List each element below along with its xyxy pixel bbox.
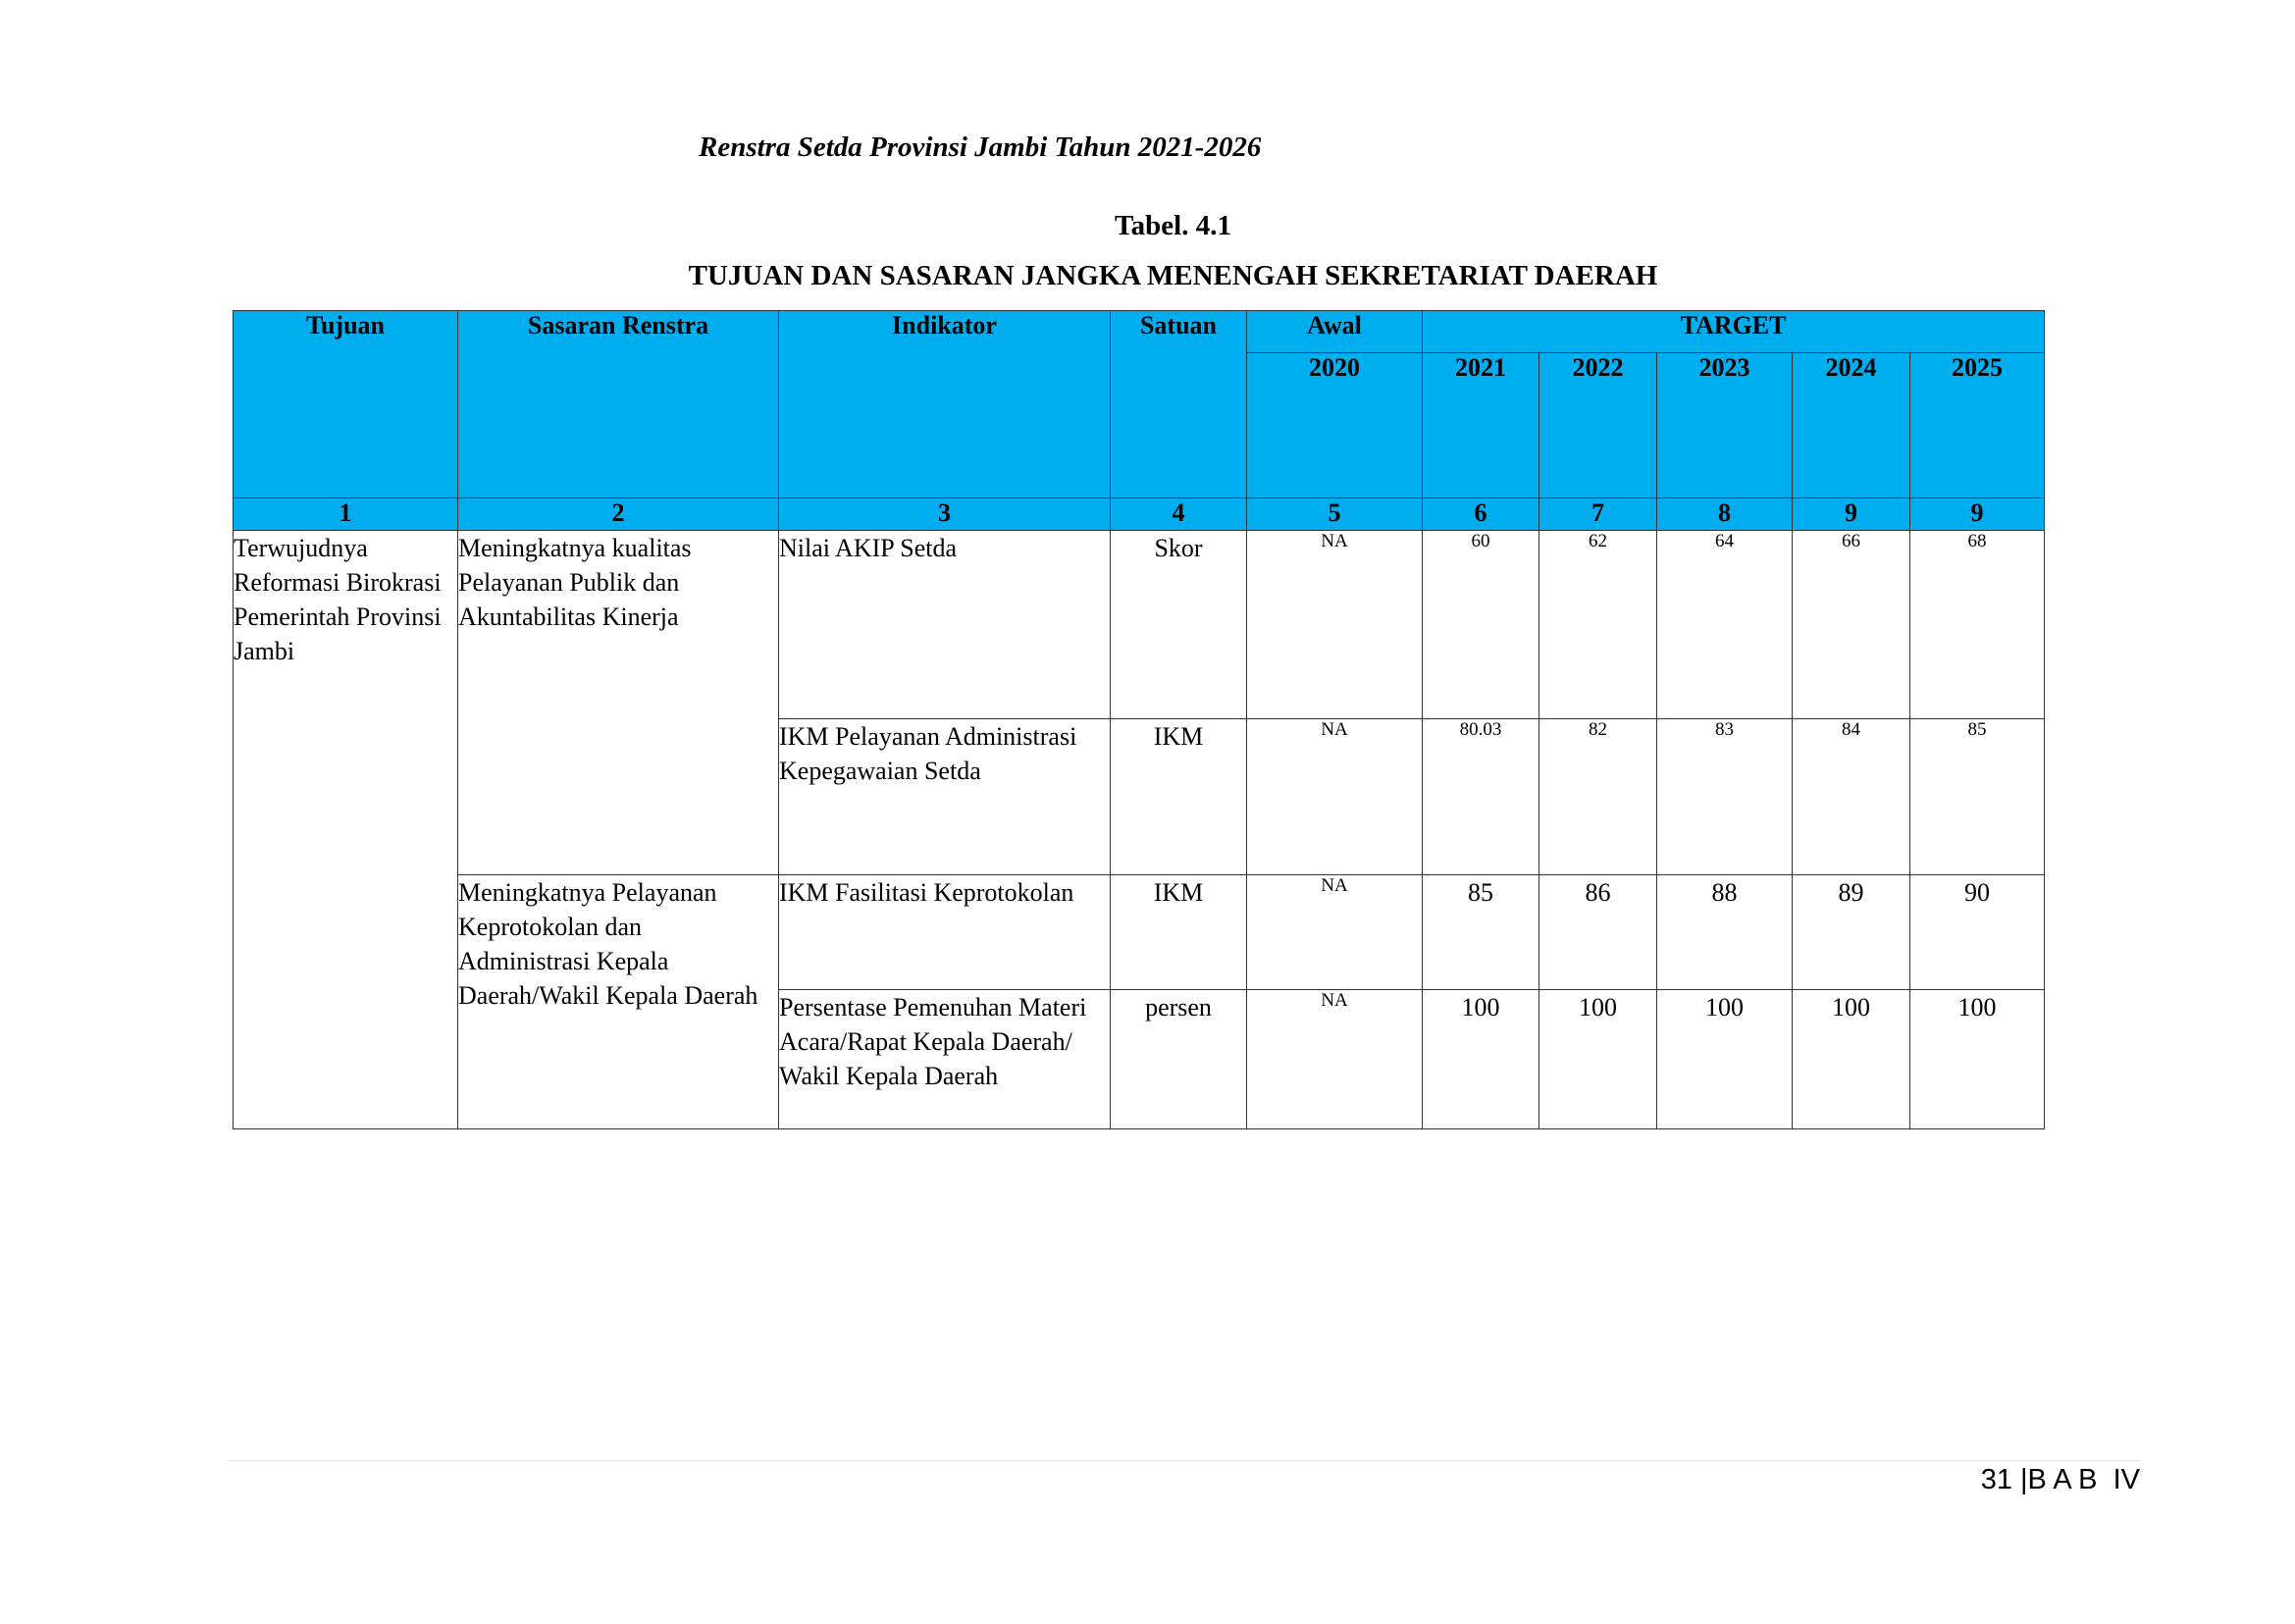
header-year: 2020 bbox=[1247, 353, 1423, 498]
header-awal: Awal bbox=[1247, 311, 1423, 353]
value-cell: 84 bbox=[1793, 719, 1910, 875]
satuan-cell: Skor bbox=[1111, 531, 1247, 719]
column-number: 9 bbox=[1910, 498, 2045, 531]
column-number: 6 bbox=[1423, 498, 1539, 531]
page-number: 31 |B A B IV bbox=[1980, 1464, 2140, 1495]
column-number: 5 bbox=[1247, 498, 1423, 531]
header-satuan: Satuan bbox=[1111, 311, 1247, 498]
column-number: 4 bbox=[1111, 498, 1247, 531]
value-cell: NA bbox=[1247, 990, 1423, 1129]
header-year: 2025 bbox=[1910, 353, 2045, 498]
sasaran-cell: Meningkatnya kualitas Pelayanan Publik dan Akuntabilitas Kinerja bbox=[458, 531, 779, 875]
table-row bbox=[234, 531, 2045, 719]
header-year: 2022 bbox=[1539, 353, 1657, 498]
header-indikator: Indikator bbox=[779, 311, 1111, 498]
header-sasaran: Sasaran Renstra bbox=[458, 311, 779, 498]
running-head: Renstra Setda Provinsi Jambi Tahun 2021-2026 bbox=[699, 131, 1262, 163]
value-cell: 90 bbox=[1910, 875, 2045, 990]
header-year: 2024 bbox=[1793, 353, 1910, 498]
satuan-cell: IKM bbox=[1111, 719, 1247, 875]
indikator-cell: Nilai AKIP Setda bbox=[779, 531, 1111, 719]
value-cell: 64 bbox=[1657, 531, 1793, 719]
value-cell: 85 bbox=[1910, 719, 2045, 875]
column-number: 1 bbox=[234, 498, 458, 531]
value-cell: 60 bbox=[1423, 531, 1539, 719]
indikator-cell: Persentase Pemenuhan Materi Acara/Rapat Kepala Daerah/ Wakil Kepala Daerah bbox=[779, 990, 1111, 1129]
value-cell: 66 bbox=[1793, 531, 1910, 719]
table-row bbox=[234, 875, 2045, 990]
footer-divider bbox=[228, 1460, 2139, 1461]
value-cell: 100 bbox=[1910, 990, 2045, 1129]
indikator-cell: IKM Fasilitasi Keprotokolan bbox=[779, 875, 1111, 990]
value-cell: 86 bbox=[1539, 875, 1657, 990]
column-number: 7 bbox=[1539, 498, 1657, 531]
column-number: 3 bbox=[779, 498, 1111, 531]
value-cell: 100 bbox=[1423, 990, 1539, 1129]
value-cell: 88 bbox=[1657, 875, 1793, 990]
table-title: TUJUAN DAN SASARAN JANGKA MENENGAH SEKRETARIAT DAERAH bbox=[688, 260, 1658, 291]
value-cell: 68 bbox=[1910, 531, 2045, 719]
column-number: 8 bbox=[1657, 498, 1793, 531]
table-number: Tabel. 4.1 bbox=[1115, 210, 1231, 241]
value-cell: NA bbox=[1247, 531, 1423, 719]
header-year: 2021 bbox=[1423, 353, 1539, 498]
value-cell: NA bbox=[1247, 719, 1423, 875]
satuan-cell: IKM bbox=[1111, 875, 1247, 990]
value-cell: 80.03 bbox=[1423, 719, 1539, 875]
column-number: 9 bbox=[1793, 498, 1910, 531]
column-number: 2 bbox=[458, 498, 779, 531]
value-cell: 89 bbox=[1793, 875, 1910, 990]
value-cell: 82 bbox=[1539, 719, 1657, 875]
value-cell: 100 bbox=[1657, 990, 1793, 1129]
value-cell: 83 bbox=[1657, 719, 1793, 875]
value-cell: 100 bbox=[1539, 990, 1657, 1129]
indikator-cell: IKM Pelayanan Administrasi Kepegawaian Setda bbox=[779, 719, 1111, 875]
value-cell: 62 bbox=[1539, 531, 1657, 719]
value-cell: NA bbox=[1247, 875, 1423, 990]
objectives-table bbox=[233, 310, 2045, 1129]
satuan-cell: persen bbox=[1111, 990, 1247, 1129]
tujuan-cell: Terwujudnya Reformasi Birokrasi Pemerintah Provinsi Jambi bbox=[234, 531, 458, 1129]
header-target: TARGET bbox=[1423, 311, 2045, 353]
sasaran-cell: Meningkatnya Pelayanan Keprotokolan dan Administrasi Kepala Daerah/Wakil Kepala Daerah bbox=[458, 875, 779, 1129]
header-tujuan: Tujuan bbox=[234, 311, 458, 498]
value-cell: 85 bbox=[1423, 875, 1539, 990]
header-year: 2023 bbox=[1657, 353, 1793, 498]
value-cell: 100 bbox=[1793, 990, 1910, 1129]
